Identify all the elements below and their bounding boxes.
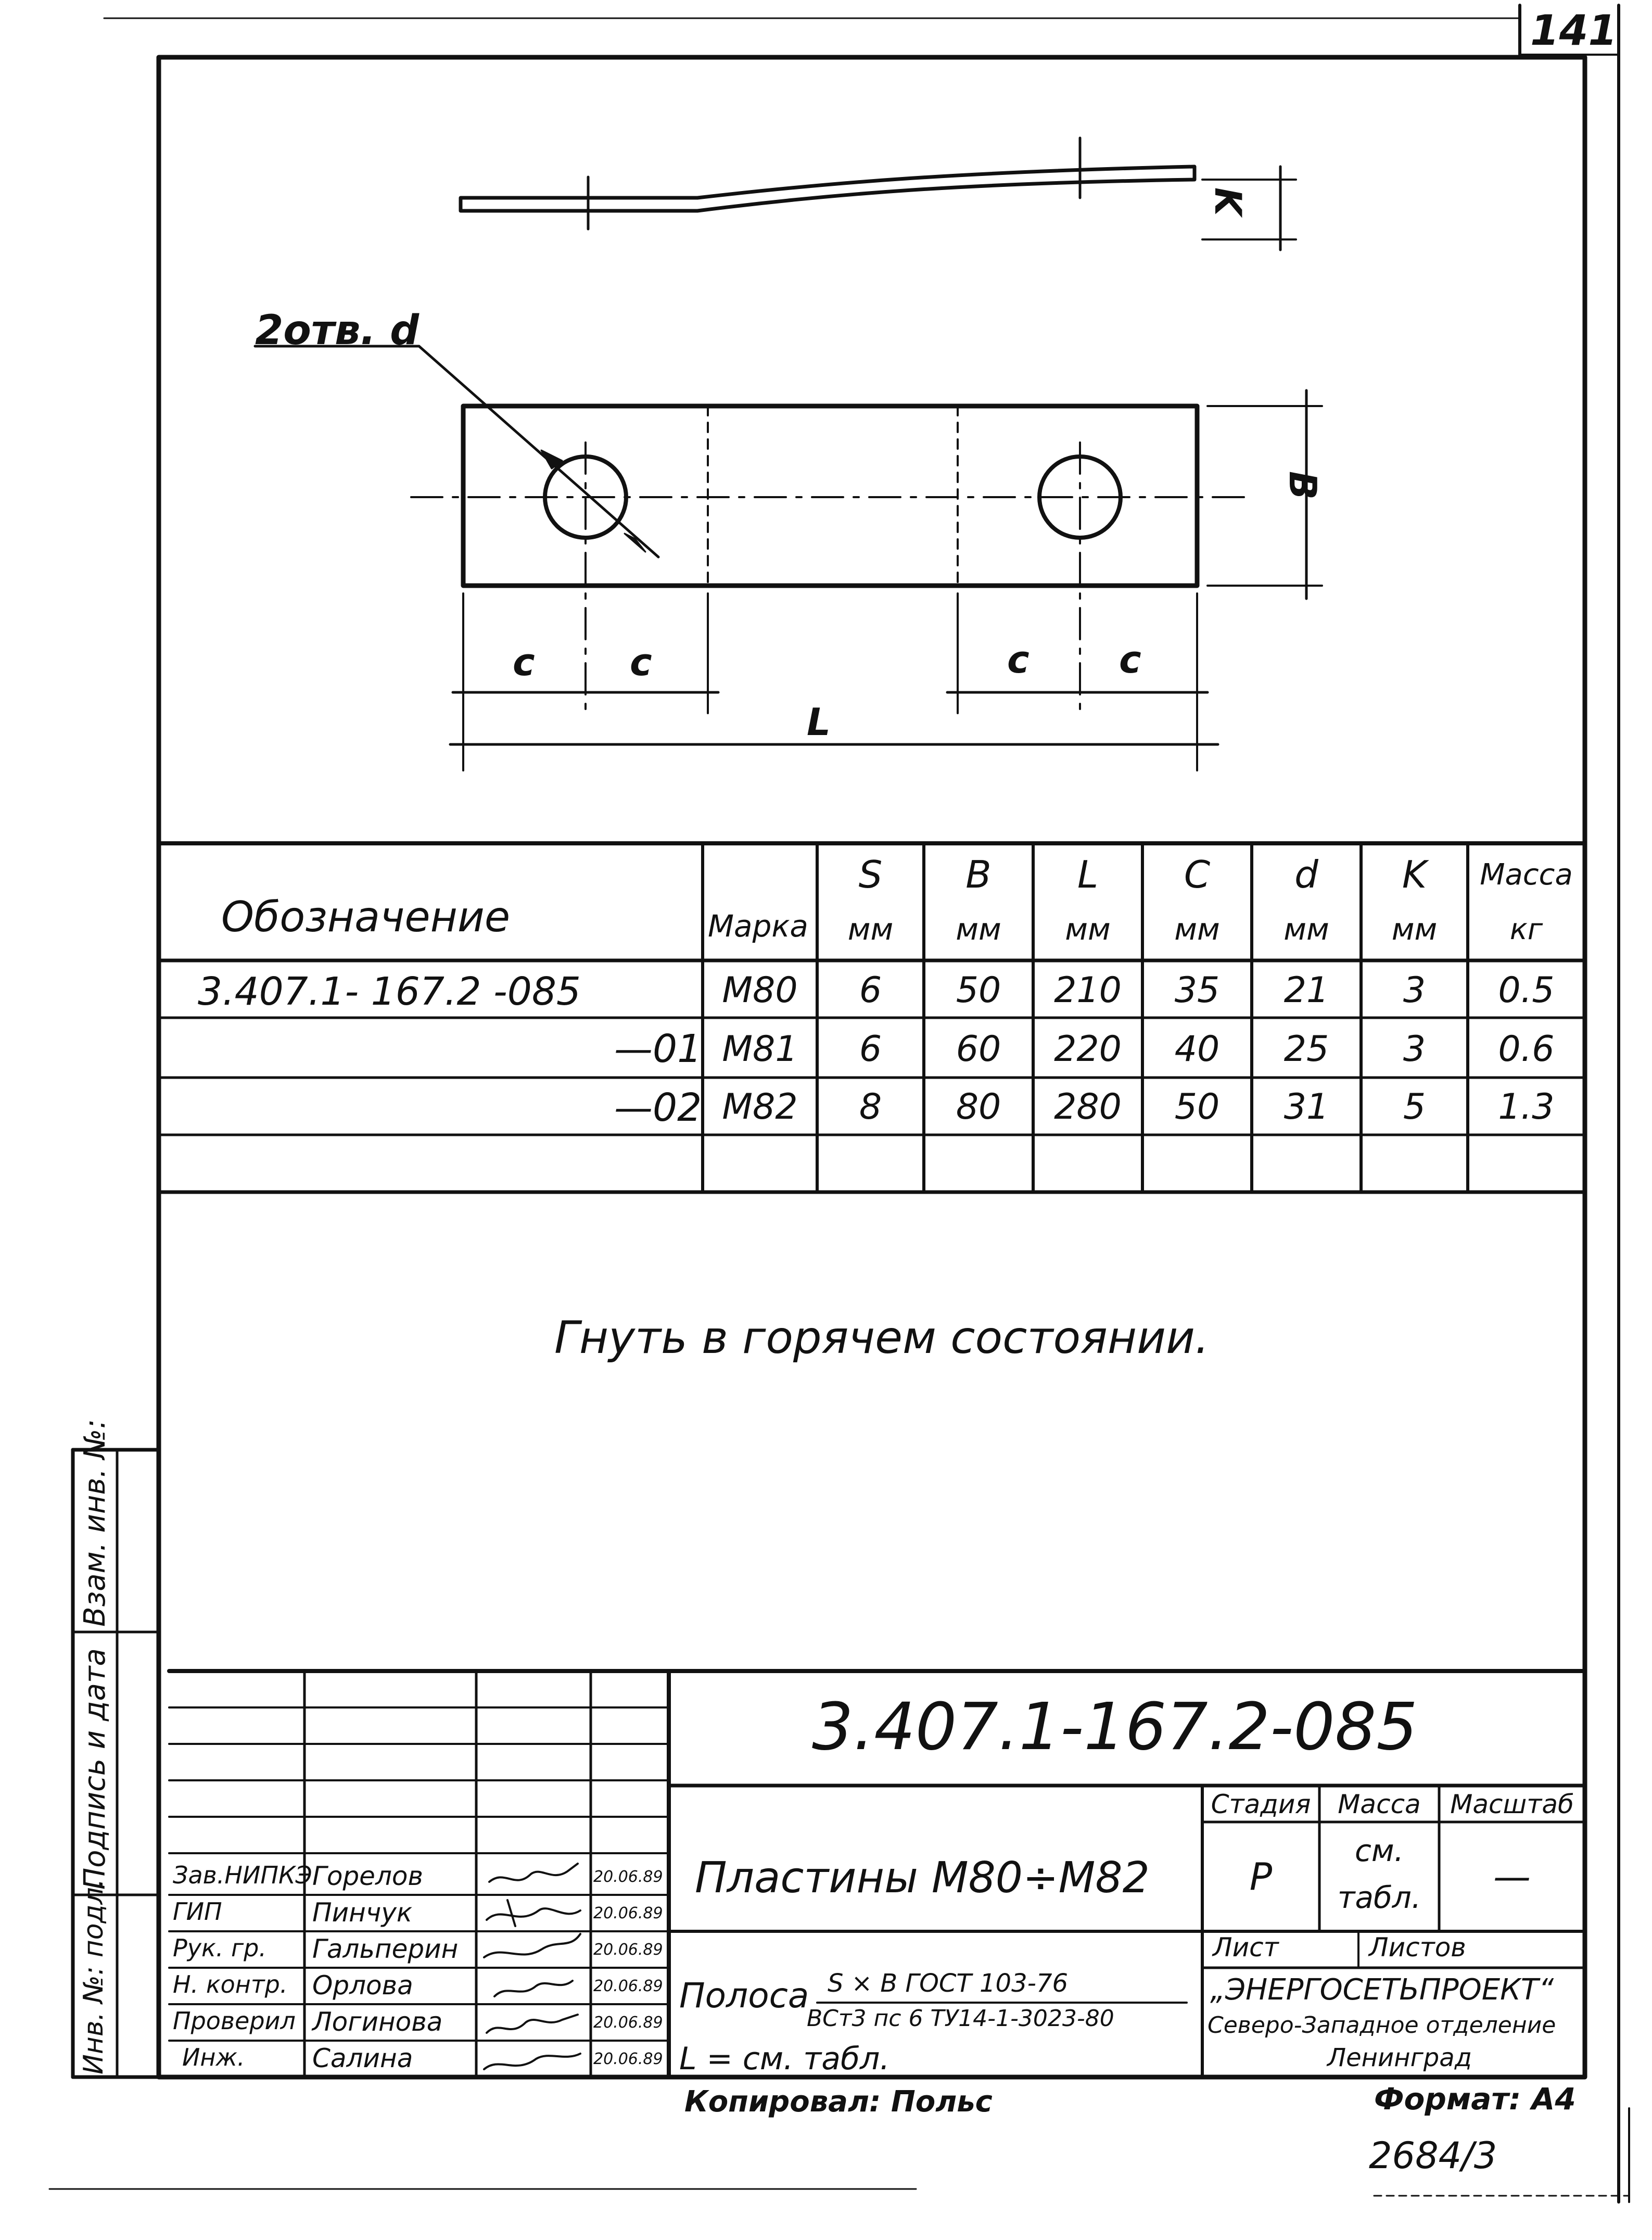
mass-value-line2: табл.: [1337, 1880, 1421, 1915]
row-s: 6: [859, 970, 882, 1011]
scale-value: —: [1493, 1855, 1531, 1899]
side-stamp-sign-date: Подпись и дата: [78, 1648, 112, 1890]
copied-by: Копировал: Польс: [684, 2085, 993, 2119]
row-mark: M80: [722, 970, 798, 1011]
organization-name: „ЭНЕРГОСЕТЬПРОЕКТ“: [1210, 1973, 1554, 2007]
mass-value-line1: см.: [1354, 1833, 1404, 1868]
row-mark: M81: [722, 1028, 798, 1070]
staff-date: 20.06.89: [593, 1941, 663, 1959]
row-b: 50: [956, 970, 1001, 1011]
dimension-l-label: L: [807, 700, 831, 744]
header-d-symbol: d: [1294, 853, 1318, 896]
archive-number: 2684/3: [1369, 2134, 1497, 2177]
stage-label: Стадия: [1211, 1789, 1311, 1819]
sheets-label: Листов: [1369, 1932, 1466, 1963]
header-s-symbol: S: [858, 853, 883, 896]
dimension-c-label: c: [1007, 638, 1030, 681]
row-k: 3: [1403, 970, 1426, 1011]
side-stamp-inv-repl: Взам. инв. №:: [78, 1419, 112, 1627]
dimension-c-label: c: [1119, 638, 1141, 681]
row-l: 220: [1054, 1028, 1122, 1070]
sheet-format: Формат: А4: [1374, 2081, 1576, 2117]
organization-city: Ленинград: [1327, 2043, 1472, 2072]
header-k-symbol: K: [1402, 853, 1427, 896]
staff-date: 20.06.89: [593, 2014, 663, 2032]
bending-note: Гнуть в горячем состоянии.: [554, 1312, 1210, 1364]
dimension-b-label: B: [1281, 471, 1325, 500]
header-mass-label: Масса: [1480, 857, 1573, 892]
staff-role: Зав.НИПКЭ: [173, 1861, 312, 1889]
mass-label: Масса: [1338, 1789, 1421, 1819]
row-b: 60: [956, 1028, 1001, 1070]
header-b-symbol: B: [965, 853, 992, 896]
header-b-unit: мм: [956, 912, 1001, 947]
sheet-number: 141: [1530, 6, 1617, 55]
row-s: 6: [859, 1028, 882, 1070]
material-grade: ВСт3 пс 6 ТУ14-1-3023-80: [807, 2005, 1114, 2032]
header-d-unit: мм: [1284, 912, 1329, 947]
row-l: 280: [1054, 1086, 1122, 1128]
staff-name: Логинова: [312, 2007, 443, 2037]
row-mass: 0.6: [1498, 1028, 1555, 1070]
sheet-label: Лист: [1213, 1932, 1279, 1963]
staff-role: Рук. гр.: [173, 1934, 266, 1962]
staff-date: 20.06.89: [593, 1977, 663, 1995]
row-k: 3: [1403, 1028, 1426, 1070]
staff-name: Орлова: [312, 1970, 413, 2001]
header-designation: Обозначение: [221, 893, 511, 941]
row-s: 8: [859, 1086, 882, 1128]
row-designation: 3.407.1- 167.2 -085: [198, 969, 581, 1014]
staff-role: Инж.: [182, 2043, 245, 2071]
stage-value: P: [1249, 1855, 1273, 1899]
header-l-symbol: L: [1077, 853, 1099, 896]
scale-label: Масштаб: [1450, 1789, 1574, 1819]
material-length: L = см. табл.: [679, 2041, 890, 2077]
row-d: 25: [1284, 1028, 1329, 1070]
staff-date: 20.06.89: [593, 1868, 663, 1886]
staff-role: Проверил: [173, 2007, 296, 2035]
hole-note: 2отв. d: [255, 307, 420, 354]
staff-name: Горелов: [312, 1861, 423, 1891]
header-l-unit: мм: [1065, 912, 1111, 947]
row-designation: —02: [614, 1085, 702, 1130]
row-mass: 0.5: [1498, 970, 1555, 1011]
row-c: 40: [1174, 1028, 1220, 1070]
organization-branch: Северо-Западное отделение: [1208, 2012, 1556, 2039]
document-title: Пластины M80÷M82: [695, 1853, 1150, 1903]
dimension-c-label: c: [630, 640, 652, 684]
side-stamp-inv-orig: Инв. №: подл.: [78, 1878, 109, 2074]
row-b: 80: [956, 1086, 1001, 1128]
dimension-k-label: K: [1206, 187, 1249, 216]
document-number: 3.407.1-167.2-085: [812, 1689, 1418, 1765]
row-mark: M82: [722, 1086, 798, 1128]
staff-date: 20.06.89: [593, 2050, 663, 2068]
dimension-c-label: c: [513, 640, 535, 684]
staff-name: Салина: [312, 2043, 413, 2073]
row-designation: —01: [614, 1027, 702, 1071]
header-c-unit: мм: [1174, 912, 1220, 947]
staff-role: ГИП: [173, 1897, 222, 1926]
header-s-unit: мм: [847, 912, 894, 947]
header-c-symbol: C: [1184, 853, 1211, 896]
row-k: 5: [1403, 1086, 1426, 1128]
row-c: 50: [1174, 1086, 1220, 1128]
row-l: 210: [1054, 970, 1122, 1011]
row-c: 35: [1174, 970, 1220, 1011]
staff-name: Гальперин: [312, 1934, 459, 1964]
material-standard: S × B ГОСТ 103-76: [828, 1969, 1069, 1998]
row-mass: 1.3: [1498, 1086, 1555, 1128]
staff-name: Пинчук: [312, 1897, 413, 1928]
staff-role: Н. контр.: [173, 1970, 288, 1998]
row-d: 21: [1284, 970, 1329, 1011]
header-mass-unit: кг: [1509, 912, 1543, 946]
staff-date: 20.06.89: [593, 1904, 663, 1922]
header-mark: Марка: [708, 908, 808, 944]
material-strip: Полоса: [679, 1976, 809, 2016]
row-d: 31: [1284, 1086, 1329, 1128]
header-k-unit: мм: [1391, 912, 1438, 947]
